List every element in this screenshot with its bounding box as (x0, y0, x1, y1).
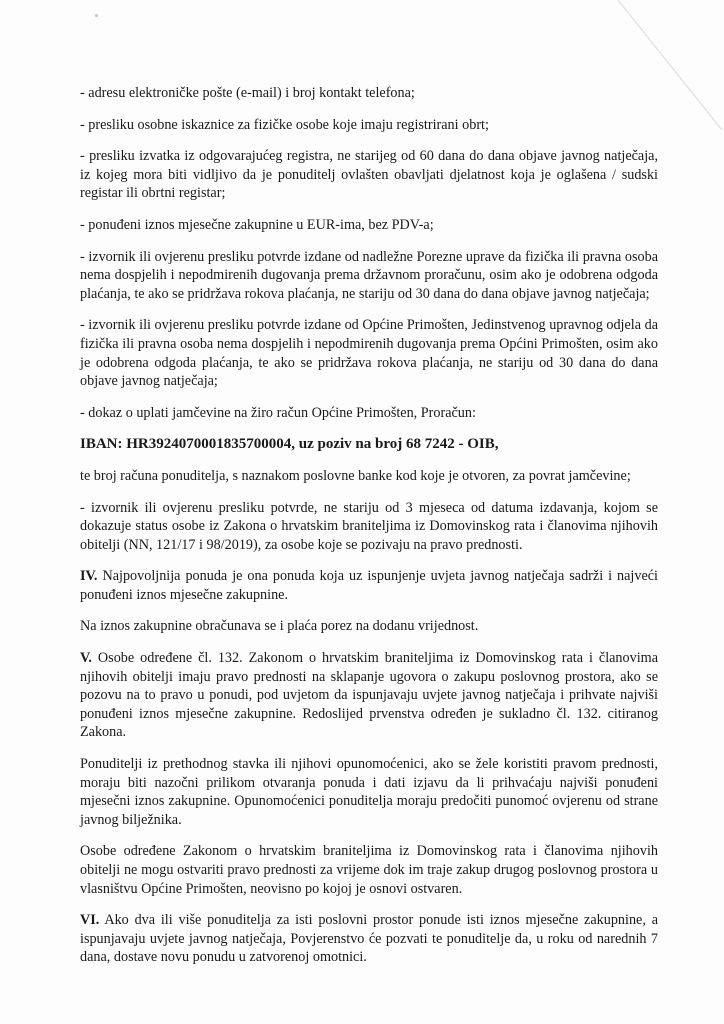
paragraph-registry-excerpt: - presliku izvatka iz odgovarajućeg registra, ne starijeg od 60 dana do dana objave javnog natječaja, iz kojeg mora biti vidljivo da je ponuditelj ovlašten obavljati djelatnost koja je oglašena / sudski registar ili obrtni registar; (80, 148, 658, 202)
document-body (80, 84, 658, 980)
paragraph-tax-certificate: - izvornik ili ovjerenu presliku potvrde izdane od nadležne Porezne uprave da fizička ili pravna osoba nema dospjelih i nepodmirenih dugovanja prema državnom proračunu, osim ako je odobrena odgoda plaćanja, te ako se pridržava rokova plaćanja, ne stariju od 30 dana do dana objave javnog natječaja; (80, 248, 658, 302)
section-v: V. Osobe određene čl. 132. Zakonom o hrvatskim braniteljima iz Domovinskog rata i članovima njihovih obitelji imaju pravo prednosti na sklapanje ugovora o zakupu poslovnog prostora, ako se pozovu na to pravo u ponudi, pod uvjetom da ispunjavaju uvjete javnog natječaja i prihvate najviši ponuđeni iznos mjesečne zakupnine. Redoslijed prvenstva određen je sukladno čl. 132. citiranog Zakona. (80, 650, 658, 741)
scan-speck (95, 14, 98, 17)
paragraph-email: - adresu elektroničke pošte (e-mail) i broj kontakt telefona; (80, 85, 415, 101)
section-number: IV. (80, 568, 98, 585)
section-number: V. (80, 650, 92, 667)
paragraph-deposit-proof: - dokaz o uplati jamčevine na žiro račun Općine Primošten, Proračun: (80, 404, 476, 421)
paragraph-bidder-account: te broj računa ponuditelja, s naznakom poslovne banke kod koje je otvoren, za povrat jamčevine; (80, 467, 631, 484)
paragraph-veteran-status: - izvornik ili ovjerenu presliku potvrde, ne stariju od 3 mjeseca od datuma izdavanja, kojom se dokazuje status osobe iz Zakona o hrvatskim braniteljima iz Domovinskog rata i članovima njihovih obitelji (NN, 121/17 i 98/2019), za osobe koje se pozivaju na pravo prednosti. (80, 499, 658, 553)
section-vi: VI. Ako dva ili više ponuditelja za isti poslovni prostor ponude isti iznos mjesečne zakupnine, a ispunjavaju uvjete javnog natječaja, Povjerenstvo će pozvati te ponuditelje da, u roku od narednih 7 dana, dostave novu ponudu u zatvorenoj omotnici. (80, 912, 658, 966)
paragraph-municipality-certificate: - izvornik ili ovjerenu presliku potvrde izdane od Općine Primošten, Jedinstvenog upravnog odjela da fizička ili pravna osoba nema dospjelih i nepodmirenih dugovanja prema Općini Primošten, osim ako je odobrena odgoda plaćanja, te ako se pridržava rokova plaćanja, ne stariju od 30 dana do dana objave javnog natječaja; (80, 317, 658, 390)
paragraph-offered-rent: - ponuđeni iznos mjesečne zakupnine u EUR-ima, bez PDV-a; (80, 216, 434, 233)
paragraph-vat: Na iznos zakupnine obračunava se i plaća porez na dodanu vrijednost. (80, 618, 479, 635)
paragraph-proxies: Ponuditelji iz prethodnog stavka ili njihovi opunomoćenici, ako se žele koristiti pravom prednosti, moraju biti nazočni prilikom otvaranja ponuda i dati izjavu da li prihvaćaju najviši ponuđeni mjesečni iznos zakupnine. Opunomoćenici ponuditelja moraju predočiti punomoć ovjerenu od strane javnog bilježnika. (80, 756, 658, 828)
section-number: VI. (80, 912, 100, 929)
paragraph-priority-restriction: Osobe određene Zakonom o hrvatskim braniteljima iz Domovinskog rata i članovima njihovih obitelji ne mogu ostvariti pravo prednosti za vrijeme dok im traje zakup drugog poslovnog prostora u vlasništvu Općine Primošten, neovisno po kojoj je osnovi ostvaren. (80, 843, 658, 897)
paragraph-iban: IBAN: HR3924070001835700004, uz poziv na broj 68 7242 - OIB, (80, 436, 499, 453)
section-iv: IV. Najpovoljnija ponuda je ona ponuda koja uz ispunjenje uvjeta javnog natječaja sadrži i najveći ponuđeni iznos mjesečne zakupnine. (80, 568, 658, 603)
paragraph-id-card: - presliku osobne iskaznice za fizičke osobe koje imaju registrirani obrt; (80, 116, 489, 133)
